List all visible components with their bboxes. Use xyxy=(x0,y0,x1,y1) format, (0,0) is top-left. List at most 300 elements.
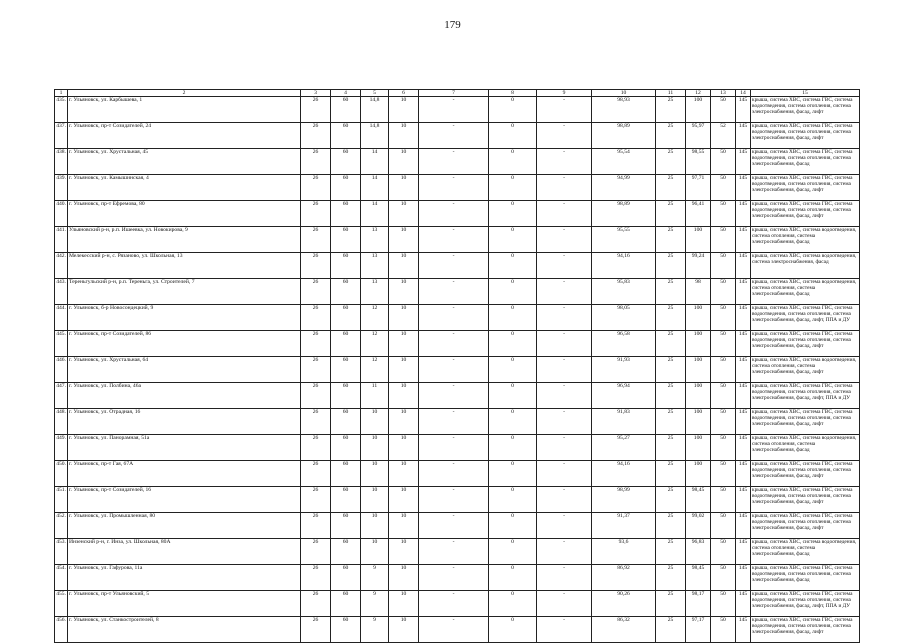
table-cell-col-3: 26 xyxy=(301,565,331,591)
column-header-9: 9 xyxy=(537,90,592,97)
table-cell-col-3: 26 xyxy=(301,201,331,227)
table-cell-col-12: 98,45 xyxy=(686,487,711,513)
table-cell-col-8: 0 xyxy=(489,175,537,201)
table-cell-col-8: 0 xyxy=(489,253,537,279)
table-cell-col-14: 145 xyxy=(736,279,751,305)
table-row xyxy=(55,565,860,591)
table-row xyxy=(55,435,860,461)
table-cell-col-11: 25 xyxy=(656,227,686,253)
table-cell-col-10: 94,16 xyxy=(592,461,656,487)
table-cell-col-14: 145 xyxy=(736,331,751,357)
table-cell-col-1: 438. xyxy=(55,149,68,175)
table-cell-col-15: крыша, система ХВС, система ГВС, система водоотведения, система отопления, система электроснабжения, фасад, лифт xyxy=(751,487,860,513)
table-cell-col-4: 60 xyxy=(331,383,361,409)
table-cell-col-6: 10 xyxy=(389,175,419,201)
table-cell-col-6: 10 xyxy=(389,253,419,279)
table-cell-col-7: - xyxy=(419,305,489,331)
table-cell-col-15: крыша, система ХВС, система ГВС, система водоотведения, система отопления, система электроснабжения, фасад, лифт xyxy=(751,331,860,357)
table-cell-col-14: 145 xyxy=(736,539,751,565)
table-cell-col-10: 96,94 xyxy=(592,383,656,409)
table-cell-col-4: 60 xyxy=(331,305,361,331)
table-cell-col-11: 25 xyxy=(656,97,686,123)
column-header-3: 3 xyxy=(301,90,331,97)
table-cell-col-9: - xyxy=(537,149,592,175)
table-cell-col-1: 448. xyxy=(55,409,68,435)
table-cell-col-10: 91,93 xyxy=(592,357,656,383)
table-cell-col-6: 10 xyxy=(389,513,419,539)
table-row xyxy=(55,279,860,305)
table-row xyxy=(55,253,860,279)
table-cell-col-2: Мелекесский р-н, с. Рязаново, ул. Школьная, 13 xyxy=(68,253,301,279)
table-cell-col-5: 10 xyxy=(361,487,389,513)
table-cell-col-5: 12 xyxy=(361,357,389,383)
column-header-10: 10 xyxy=(592,90,656,97)
table-cell-col-14: 145 xyxy=(736,383,751,409)
table-cell-col-2: Тереньгульский р-н, р.п. Тереньга, ул. Строителей, 7 xyxy=(68,279,301,305)
table-cell-col-2: г. Ульяновск, ул. Промышленная, 80 xyxy=(68,513,301,539)
table-cell-col-4: 60 xyxy=(331,227,361,253)
table-cell-col-4: 60 xyxy=(331,565,361,591)
table-cell-col-13: 50 xyxy=(711,539,736,565)
table-cell-col-9: - xyxy=(537,461,592,487)
table-cell-col-6: 10 xyxy=(389,617,419,643)
table-cell-col-10: 95,54 xyxy=(592,149,656,175)
table-cell-col-8: 0 xyxy=(489,383,537,409)
table-cell-col-15: крыша, система ХВС, система ГВС, система водоотведения, система отопления, система электроснабжения, фасад, лифт xyxy=(751,409,860,435)
table-cell-col-14: 145 xyxy=(736,201,751,227)
table-cell-col-13: 50 xyxy=(711,253,736,279)
table-cell-col-7: - xyxy=(419,513,489,539)
table-cell-col-10: 98,99 xyxy=(592,487,656,513)
table-cell-col-5: 10 xyxy=(361,513,389,539)
table-cell-col-7: - xyxy=(419,539,489,565)
table-cell-col-5: 9 xyxy=(361,617,389,643)
table-cell-col-5: 14 xyxy=(361,201,389,227)
table-cell-col-7: - xyxy=(419,97,489,123)
table-cell-col-3: 26 xyxy=(301,97,331,123)
table-cell-col-15: крыша, система ХВС, система ГВС, система водоотведения, система отопления, система электроснабжения, фасад, лифт xyxy=(751,617,860,643)
table-cell-col-2: г. Ульяновск, ул. Отрадная, 16 xyxy=(68,409,301,435)
table-cell-col-5: 14 xyxy=(361,149,389,175)
table-cell-col-9: - xyxy=(537,201,592,227)
table-cell-col-4: 60 xyxy=(331,201,361,227)
table-cell-col-4: 60 xyxy=(331,253,361,279)
table-cell-col-8: 0 xyxy=(489,201,537,227)
table-cell-col-15: крыша, система ХВС, система ГВС, система водоотведения, система отопления, система электроснабжения, фасад, лифт xyxy=(751,513,860,539)
table-cell-col-2: г. Ульяновск, пр-т Гая, 67А xyxy=(68,461,301,487)
column-header-1: 1 xyxy=(55,90,68,97)
table-cell-col-4: 60 xyxy=(331,617,361,643)
table-cell-col-10: 98,05 xyxy=(592,305,656,331)
table-cell-col-9: - xyxy=(537,357,592,383)
table-cell-col-15: крыша, система ХВС, система ГВС, система водоотведения, система отопления, система электроснабжения, фасад, лифт xyxy=(751,461,860,487)
table-cell-col-1: 449. xyxy=(55,435,68,461)
table-cell-col-10: 98,89 xyxy=(592,201,656,227)
table-cell-col-7: - xyxy=(419,201,489,227)
table-cell-col-1: 442. xyxy=(55,253,68,279)
table-cell-col-12: 100 xyxy=(686,305,711,331)
table-cell-col-7: - xyxy=(419,149,489,175)
table-cell-col-11: 25 xyxy=(656,357,686,383)
column-header-15: 15 xyxy=(751,90,860,97)
table-cell-col-8: 0 xyxy=(489,539,537,565)
table-cell-col-9: - xyxy=(537,539,592,565)
table-cell-col-8: 0 xyxy=(489,305,537,331)
table-cell-col-4: 60 xyxy=(331,539,361,565)
table-cell-col-2: г. Ульяновск, ул. Камышинская, 4 xyxy=(68,175,301,201)
table-cell-col-4: 60 xyxy=(331,461,361,487)
column-header-5: 5 xyxy=(361,90,389,97)
table-cell-col-13: 50 xyxy=(711,149,736,175)
table-cell-col-6: 10 xyxy=(389,435,419,461)
table-cell-col-12: 98,55 xyxy=(686,149,711,175)
table-cell-col-9: - xyxy=(537,383,592,409)
table-cell-col-15: крыша, система ХВС, система водоотведения, система отопления, система электроснабжения, фасад, лифт xyxy=(751,357,860,383)
table-cell-col-10: 98,89 xyxy=(592,123,656,149)
table-cell-col-4: 60 xyxy=(331,357,361,383)
column-header-2: 2 xyxy=(68,90,301,97)
table-cell-col-1: 450. xyxy=(55,461,68,487)
table-cell-col-12: 100 xyxy=(686,227,711,253)
table-cell-col-14: 145 xyxy=(736,435,751,461)
table-row xyxy=(55,357,860,383)
table-cell-col-13: 50 xyxy=(711,331,736,357)
table-cell-col-11: 25 xyxy=(656,617,686,643)
table-cell-col-3: 26 xyxy=(301,383,331,409)
table-cell-col-3: 26 xyxy=(301,279,331,305)
table-cell-col-8: 0 xyxy=(489,435,537,461)
table-cell-col-12: 99,24 xyxy=(686,253,711,279)
table-cell-col-9: - xyxy=(537,409,592,435)
column-header-8: 8 xyxy=(489,90,537,97)
table-cell-col-1: 453. xyxy=(55,539,68,565)
table-cell-col-3: 26 xyxy=(301,539,331,565)
table-row xyxy=(55,123,860,149)
table-cell-col-7: - xyxy=(419,331,489,357)
table-cell-col-11: 25 xyxy=(656,149,686,175)
table-cell-col-1: 444. xyxy=(55,305,68,331)
table-cell-col-15: крыша, система ХВС, система ГВС, система водоотведения, система отопления, система электроснабжения, фасад, лифт, ППА и ДУ xyxy=(751,383,860,409)
table-cell-col-5: 14 xyxy=(361,175,389,201)
table-cell-col-10: 96,58 xyxy=(592,331,656,357)
table-cell-col-9: - xyxy=(537,305,592,331)
table-cell-col-3: 26 xyxy=(301,591,331,617)
table-cell-col-6: 10 xyxy=(389,591,419,617)
table-cell-col-11: 25 xyxy=(656,565,686,591)
table-cell-col-15: крыша, система ХВС, система водоотведения, система электроснабжения, фасад xyxy=(751,253,860,279)
table-cell-col-5: 10 xyxy=(361,409,389,435)
table-cell-col-14: 145 xyxy=(736,487,751,513)
table-cell-col-13: 50 xyxy=(711,357,736,383)
table-cell-col-5: 9 xyxy=(361,591,389,617)
table-cell-col-1: 441. xyxy=(55,227,68,253)
table-cell-col-5: 13 xyxy=(361,253,389,279)
table-cell-col-11: 25 xyxy=(656,331,686,357)
table-cell-col-8: 0 xyxy=(489,357,537,383)
table-cell-col-5: 10 xyxy=(361,435,389,461)
table-cell-col-11: 25 xyxy=(656,175,686,201)
table-cell-col-11: 25 xyxy=(656,591,686,617)
table-cell-col-13: 50 xyxy=(711,279,736,305)
table-cell-col-2: г. Ульяновск, пр-т Созидателей, 24 xyxy=(68,123,301,149)
table-cell-col-6: 10 xyxy=(389,149,419,175)
table-cell-col-11: 25 xyxy=(656,539,686,565)
table-cell-col-12: 96,83 xyxy=(686,539,711,565)
table-cell-col-10: 94,16 xyxy=(592,253,656,279)
table-row xyxy=(55,149,860,175)
table-cell-col-7: - xyxy=(419,487,489,513)
column-header-7: 7 xyxy=(419,90,489,97)
table-cell-col-11: 25 xyxy=(656,253,686,279)
column-header-14: 14 xyxy=(736,90,751,97)
table-cell-col-7: - xyxy=(419,279,489,305)
table-cell-col-2: г. Ульяновск, пр-т Созидателей, 16 xyxy=(68,487,301,513)
table-cell-col-7: - xyxy=(419,435,489,461)
table-cell-col-13: 50 xyxy=(711,175,736,201)
column-header-11: 11 xyxy=(656,90,686,97)
table-cell-col-6: 10 xyxy=(389,123,419,149)
table-cell-col-15: крыша, система ХВС, система ГВС, система водоотведения, система отопления, система электроснабжения, фасад, лифт, ППА и ДУ xyxy=(751,305,860,331)
table-cell-col-7: - xyxy=(419,461,489,487)
table-cell-col-13: 50 xyxy=(711,305,736,331)
table-row xyxy=(55,227,860,253)
table-cell-col-1: 455. xyxy=(55,591,68,617)
table-cell-col-14: 145 xyxy=(736,565,751,591)
table-cell-col-2: Инзенский р-н, г. Инза, ул. Школьная, 80А xyxy=(68,539,301,565)
table-header-row xyxy=(55,90,860,97)
table-cell-col-1: 440. xyxy=(55,201,68,227)
table-cell-col-14: 145 xyxy=(736,409,751,435)
table-cell-col-1: 439. xyxy=(55,175,68,201)
table-cell-col-7: - xyxy=(419,253,489,279)
table-cell-col-11: 25 xyxy=(656,305,686,331)
table-cell-col-13: 52 xyxy=(711,123,736,149)
table-cell-col-1: 456. xyxy=(55,617,68,643)
table-cell-col-8: 0 xyxy=(489,591,537,617)
table-cell-col-10: 91,83 xyxy=(592,409,656,435)
table-cell-col-12: 99,02 xyxy=(686,513,711,539)
table-cell-col-11: 25 xyxy=(656,513,686,539)
table-cell-col-3: 26 xyxy=(301,513,331,539)
table-cell-col-13: 50 xyxy=(711,487,736,513)
table-cell-col-3: 26 xyxy=(301,253,331,279)
table-cell-col-10: 91,37 xyxy=(592,513,656,539)
table-cell-col-13: 50 xyxy=(711,201,736,227)
table-cell-col-10: 93,6 xyxy=(592,539,656,565)
table-cell-col-6: 10 xyxy=(389,461,419,487)
table-cell-col-11: 25 xyxy=(656,383,686,409)
table-cell-col-4: 60 xyxy=(331,149,361,175)
table-cell-col-11: 25 xyxy=(656,461,686,487)
table-cell-col-9: - xyxy=(537,565,592,591)
table-cell-col-5: 13 xyxy=(361,227,389,253)
column-header-4: 4 xyxy=(331,90,361,97)
table-cell-col-2: г. Ульяновск, ул. Станкостроителей, 8 xyxy=(68,617,301,643)
table-cell-col-9: - xyxy=(537,123,592,149)
table-cell-col-6: 10 xyxy=(389,409,419,435)
table-cell-col-11: 25 xyxy=(656,201,686,227)
table-cell-col-13: 50 xyxy=(711,461,736,487)
table-cell-col-13: 50 xyxy=(711,409,736,435)
table-cell-col-12: 100 xyxy=(686,383,711,409)
column-header-13: 13 xyxy=(711,90,736,97)
table-cell-col-12: 96,41 xyxy=(686,201,711,227)
table-cell-col-15: крыша, система ХВС, система водоотведения, система отопления, система электроснабжения, фасад xyxy=(751,539,860,565)
table-cell-col-7: - xyxy=(419,227,489,253)
table-cell-col-4: 60 xyxy=(331,123,361,149)
table-cell-col-5: 12 xyxy=(361,331,389,357)
table-cell-col-3: 26 xyxy=(301,149,331,175)
table-cell-col-14: 145 xyxy=(736,253,751,279)
table-cell-col-4: 60 xyxy=(331,435,361,461)
table-cell-col-15: крыша, система ХВС, система водоотведения, система отопления, система электроснабжения, фасад xyxy=(751,227,860,253)
table-cell-col-4: 60 xyxy=(331,175,361,201)
table-cell-col-8: 0 xyxy=(489,409,537,435)
table-cell-col-7: - xyxy=(419,123,489,149)
table-cell-col-7: - xyxy=(419,383,489,409)
table-cell-col-1: 447. xyxy=(55,383,68,409)
document-table-container xyxy=(54,89,859,643)
table-cell-col-1: 443. xyxy=(55,279,68,305)
table-cell-col-9: - xyxy=(537,331,592,357)
table-cell-col-5: 9 xyxy=(361,565,389,591)
table-cell-col-5: 10 xyxy=(361,461,389,487)
table-cell-col-15: крыша, система ХВС, система водоотведения, система отопления, система электроснабжения, фасад xyxy=(751,435,860,461)
table-cell-col-9: - xyxy=(537,253,592,279)
table-cell-col-2: г. Ульяновск, ул. Панорамная, 51а xyxy=(68,435,301,461)
table-cell-col-4: 60 xyxy=(331,279,361,305)
table-cell-col-9: - xyxy=(537,435,592,461)
table-cell-col-13: 50 xyxy=(711,591,736,617)
table-cell-col-8: 0 xyxy=(489,565,537,591)
table-cell-col-14: 145 xyxy=(736,305,751,331)
table-cell-col-10: 94,99 xyxy=(592,175,656,201)
table-cell-col-13: 50 xyxy=(711,565,736,591)
table-cell-col-6: 10 xyxy=(389,97,419,123)
table-row xyxy=(55,513,860,539)
table-cell-col-7: - xyxy=(419,175,489,201)
table-cell-col-6: 10 xyxy=(389,539,419,565)
table-cell-col-3: 26 xyxy=(301,123,331,149)
table-row xyxy=(55,617,860,643)
table-row xyxy=(55,487,860,513)
table-cell-col-3: 26 xyxy=(301,617,331,643)
table-cell-col-6: 10 xyxy=(389,357,419,383)
table-cell-col-12: 100 xyxy=(686,409,711,435)
table-cell-col-1: 451. xyxy=(55,487,68,513)
table-cell-col-10: 95,83 xyxy=(592,279,656,305)
table-cell-col-9: - xyxy=(537,487,592,513)
table-cell-col-13: 50 xyxy=(711,435,736,461)
table-cell-col-3: 26 xyxy=(301,409,331,435)
table-cell-col-10: 90,26 xyxy=(592,591,656,617)
table-cell-col-9: - xyxy=(537,175,592,201)
table-cell-col-9: - xyxy=(537,279,592,305)
table-cell-col-15: крыша, система ХВС, система ГВС, система водоотведения, система отопления, система электроснабжения, фасад, лифт xyxy=(751,175,860,201)
table-cell-col-11: 25 xyxy=(656,435,686,461)
table-cell-col-6: 10 xyxy=(389,565,419,591)
table-cell-col-8: 0 xyxy=(489,331,537,357)
table-cell-col-14: 145 xyxy=(736,461,751,487)
table-cell-col-8: 0 xyxy=(489,97,537,123)
table-cell-col-14: 145 xyxy=(736,591,751,617)
table-cell-col-2: г. Ульяновск, ул. Гафурова, 11а xyxy=(68,565,301,591)
table-cell-col-6: 10 xyxy=(389,305,419,331)
table-cell-col-2: г. Ульяновск, б-р Новосондецкий, 9 xyxy=(68,305,301,331)
table-cell-col-2: г. Ульяновск, пр-т Ульяновский, 5 xyxy=(68,591,301,617)
table-cell-col-12: 98,45 xyxy=(686,565,711,591)
table-cell-col-7: - xyxy=(419,565,489,591)
table-cell-col-8: 0 xyxy=(489,513,537,539)
table-cell-col-6: 10 xyxy=(389,201,419,227)
table-row xyxy=(55,331,860,357)
table-cell-col-9: - xyxy=(537,97,592,123)
table-cell-col-10: 86,92 xyxy=(592,565,656,591)
table-cell-col-14: 145 xyxy=(736,227,751,253)
table-cell-col-4: 60 xyxy=(331,409,361,435)
table-cell-col-9: - xyxy=(537,227,592,253)
table-cell-col-15: крыша, система ХВС, система ГВС, система водоотведения, система отопления, система электроснабжения, фасад xyxy=(751,565,860,591)
table-cell-col-13: 50 xyxy=(711,617,736,643)
table-cell-col-2: г. Ульяновск, ул. Хрустальная, 45 xyxy=(68,149,301,175)
table-cell-col-8: 0 xyxy=(489,149,537,175)
table-row xyxy=(55,539,860,565)
table-cell-col-12: 97,71 xyxy=(686,175,711,201)
table-cell-col-2: Ульяновский р-н, р.п. Ишеевка, ул. Новокирова, 9 xyxy=(68,227,301,253)
table-cell-col-3: 26 xyxy=(301,331,331,357)
table-cell-col-8: 0 xyxy=(489,123,537,149)
table-cell-col-13: 50 xyxy=(711,383,736,409)
table-cell-col-5: 12 xyxy=(361,305,389,331)
table-cell-col-2: г. Ульяновск, пр-т Созидателей, 86 xyxy=(68,331,301,357)
table-row xyxy=(55,461,860,487)
page-number: 179 xyxy=(444,19,461,31)
table-cell-col-13: 50 xyxy=(711,513,736,539)
table-cell-col-10: 95,55 xyxy=(592,227,656,253)
table-cell-col-5: 14,8 xyxy=(361,123,389,149)
table-cell-col-11: 25 xyxy=(656,279,686,305)
table-cell-col-8: 0 xyxy=(489,617,537,643)
table-cell-col-4: 60 xyxy=(331,487,361,513)
table-cell-col-6: 10 xyxy=(389,279,419,305)
table-row xyxy=(55,591,860,617)
table-row xyxy=(55,97,860,123)
table-cell-col-14: 145 xyxy=(736,97,751,123)
table-cell-col-12: 100 xyxy=(686,331,711,357)
table-cell-col-8: 0 xyxy=(489,227,537,253)
table-cell-col-12: 97,17 xyxy=(686,617,711,643)
table-cell-col-15: крыша, система ХВС, система ГВС, система водоотведения, система отопления, система электроснабжения, фасад, лифт xyxy=(751,123,860,149)
table-cell-col-3: 26 xyxy=(301,227,331,253)
table-cell-col-13: 50 xyxy=(711,227,736,253)
table-cell-col-7: - xyxy=(419,409,489,435)
table-cell-col-11: 25 xyxy=(656,409,686,435)
table-row xyxy=(55,409,860,435)
table-cell-col-1: 445. xyxy=(55,331,68,357)
table-cell-col-15: крыша, система ХВС, система ГВС, система водоотведения, система отопления, система электроснабжения, фасад xyxy=(751,149,860,175)
table-row xyxy=(55,383,860,409)
table-cell-col-1: 452. xyxy=(55,513,68,539)
table-cell-col-15: крыша, система ХВС, система ГВС, система водоотведения, система отопления, система электроснабжения, фасад, лифт xyxy=(751,201,860,227)
table-cell-col-11: 25 xyxy=(656,123,686,149)
table-cell-col-1: 437. xyxy=(55,123,68,149)
table-row xyxy=(55,305,860,331)
table-cell-col-12: 98,17 xyxy=(686,591,711,617)
table-cell-col-14: 145 xyxy=(736,357,751,383)
table-cell-col-5: 13 xyxy=(361,279,389,305)
table-cell-col-3: 26 xyxy=(301,175,331,201)
table-cell-col-4: 60 xyxy=(331,331,361,357)
